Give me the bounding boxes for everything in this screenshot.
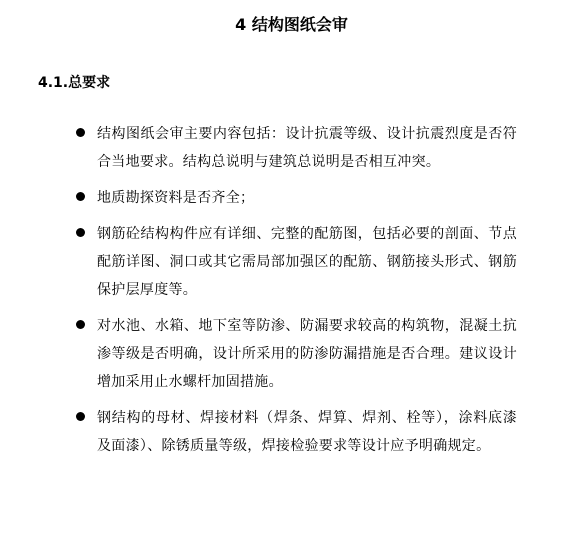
bullet-icon (76, 412, 85, 421)
list-item-text: 钢筋砼结构构件应有详细、完整的配筋图，包括必要的剖面、节点配筋详图、洞口或其它需局部加强区的配筋、钢筋接头形式、钢筋保护层厚度等。 (97, 226, 517, 298)
requirements-list (0, 120, 583, 468)
list-item (0, 220, 583, 304)
bullet-icon (76, 320, 85, 329)
list-item-text: 对水池、水箱、地下室等防渗、防漏要求较高的构筑物，混凝土抗渗等级是否明确，设计所采用的防渗防漏措施是否合理。建议设计增加采用止水螺杆加固措施。 (97, 318, 517, 390)
list-item (0, 404, 583, 460)
list-item (0, 120, 583, 176)
list-item (0, 184, 583, 212)
section-heading: 4.1.总要求 (38, 75, 111, 91)
bullet-icon (76, 192, 85, 201)
list-item (0, 312, 583, 396)
bullet-icon (76, 128, 85, 137)
list-item-text: 地质勘探资料是否齐全； (97, 190, 255, 206)
document-title: 4 结构图纸会审 (235, 15, 348, 34)
list-item-text: 结构图纸会审主要内容包括：设计抗震等级、设计抗震烈度是否符合当地要求。结构总说明与建筑总说明是否相互冲突。 (97, 126, 517, 170)
bullet-icon (76, 228, 85, 237)
list-item-text: 钢结构的母材、焊接材料（焊条、焊算、焊剂、栓等），涂料底漆及面漆）、除锈质量等级，焊接检验要求等设计应予明确规定。 (97, 410, 517, 454)
